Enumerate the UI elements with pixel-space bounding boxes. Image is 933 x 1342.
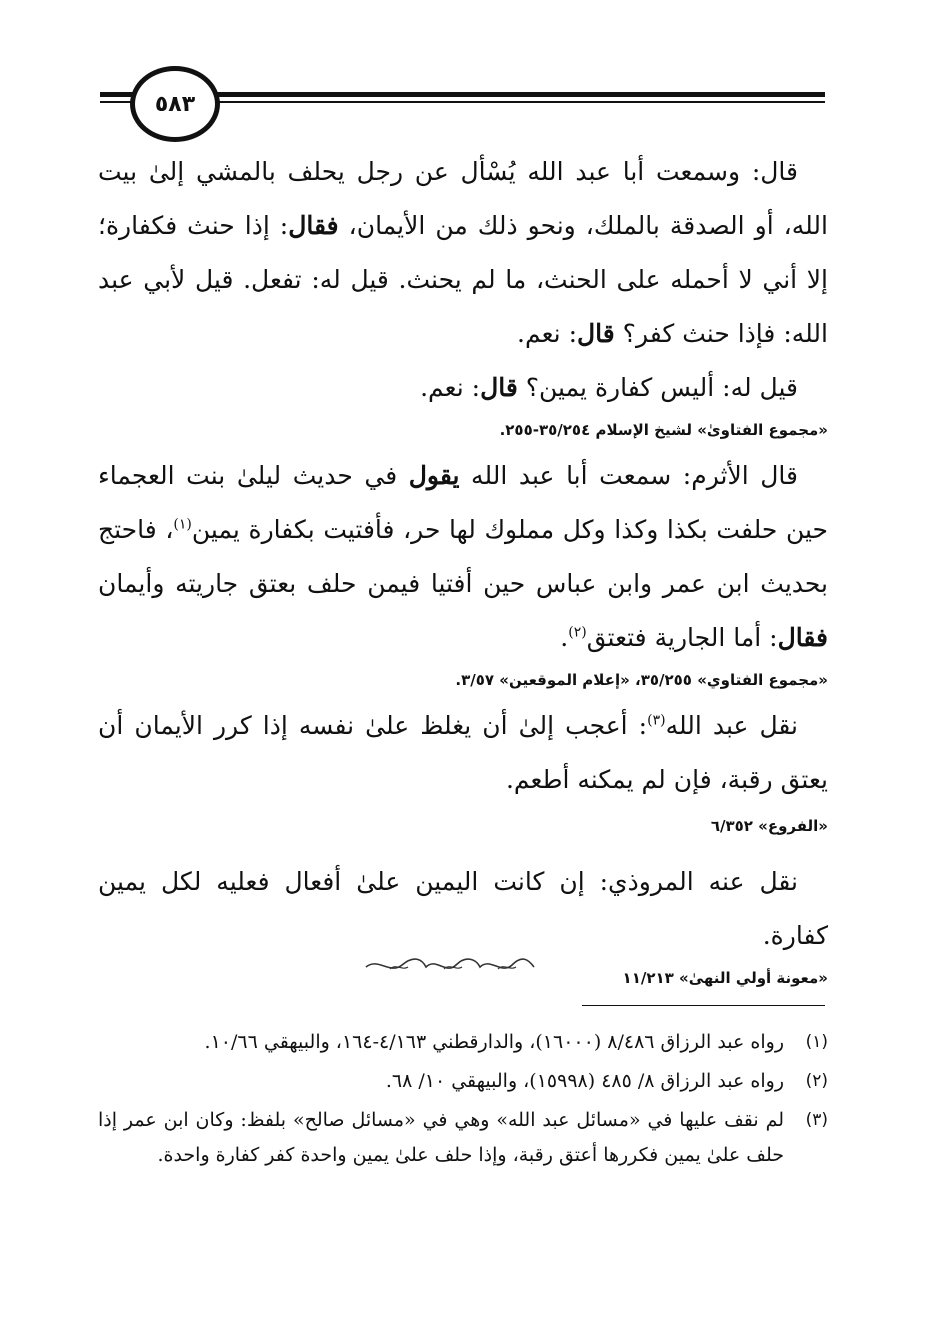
paragraph-1: قال: وسمعت أبا عبد الله يُسْأل عن رجل يحلف بالمشي إلىٰ بيت الله، أو الصدقة بالملك، ونحو ذلك من الأيمان، فقال: إذا حنث فكفارة؛ إلا أني لا أحمله على الحنث، ما لم يحنث. قيل له: تفعل. قيل لأبي عبد الله: فإذا حنث كفر؟ قال: نعم. — [98, 157, 828, 348]
source-citation-3: «الفروع» ٦/٣٥٢ — [710, 817, 828, 835]
source-citation-4: «معونة أولي النهىٰ» ١١/٢١٣ — [622, 969, 828, 987]
source-citation-1: «مجموع الفتاوىٰ» لشيخ الإسلام ٣٥/٢٥٤-٢٥٥. — [499, 421, 828, 439]
paragraph-5: نقل عنه المروذي: إن كانت اليمين علىٰ أفعال فعليه لكل يمين كفارة. — [98, 867, 828, 950]
footnotes — [98, 1025, 828, 1177]
paragraph-2: قيل له: أليس كفارة يمين؟ قال: نعم. — [420, 373, 798, 402]
paragraph-4: نقل عبد الله$^{(٣)}$: أعجب إلىٰ أن يغلظ علىٰ نفسه إذا كرر الأيمان أن يعتق رقبة، فإن لم يمكنه أطعم. — [98, 711, 828, 794]
ornament-divider-icon — [360, 955, 540, 975]
footnote-number: (٣) — [805, 1110, 828, 1130]
paragraph-3: قال الأثرم: سمعت أبا عبد الله يقول في حديث ليلىٰ بنت العجماء حين حلفت بكذا وكذا وكل مملوك لها حر، فأفتيت بكفارة يمين$^{(١)}$، فاحتج بحديث ابن عمر وابن عباس حين أفتيا فيمن حلف بعتق جاريته وأيمان فقال: أما الجارية فتعتق$^{(٢)}$. — [98, 461, 828, 652]
footnote-2 — [98, 1064, 828, 1099]
footnote-separator — [582, 1005, 825, 1006]
footnote-text: رواه عبد الرزاق ٨/٤٨٦ (١٦٠٠٠)، والدارقطني ٤/١٦٣-١٦٤، والبيهقي ١٠/٦٦. — [204, 1031, 784, 1053]
footnote-1 — [98, 1025, 828, 1060]
footnote-text: رواه عبد الرزاق ٨/ ٤٨٥ (١٥٩٩٨)، والبيهقي ١٠/ ٦٨. — [385, 1070, 784, 1092]
footnote-ref-2[interactable]: (٢) — [568, 624, 587, 641]
footnote-number: (٢) — [805, 1071, 828, 1091]
footnote-3 — [98, 1103, 828, 1173]
page-number: ٥٨٣ — [130, 66, 220, 142]
footnote-ref-3[interactable]: (٣) — [647, 712, 666, 729]
page-header — [100, 62, 825, 142]
source-citation-2: «مجموع الفتاوي» ٣٥/٢٥٥، «إعلام الموقعين» ٣/٥٧. — [455, 671, 828, 689]
footnote-ref-1[interactable]: (١) — [173, 516, 192, 533]
footnote-number: (١) — [805, 1032, 828, 1052]
footnote-text: لم نقف عليها في «مسائل عبد الله» وهي في «مسائل صالح» بلفظ: وكان ابن عمر إذا حلف علىٰ يمين فكررها أعتق رقبة، وإذا حلف علىٰ يمين واحدة كفر كفارة واحدة. — [98, 1109, 784, 1166]
main-text — [98, 145, 828, 993]
